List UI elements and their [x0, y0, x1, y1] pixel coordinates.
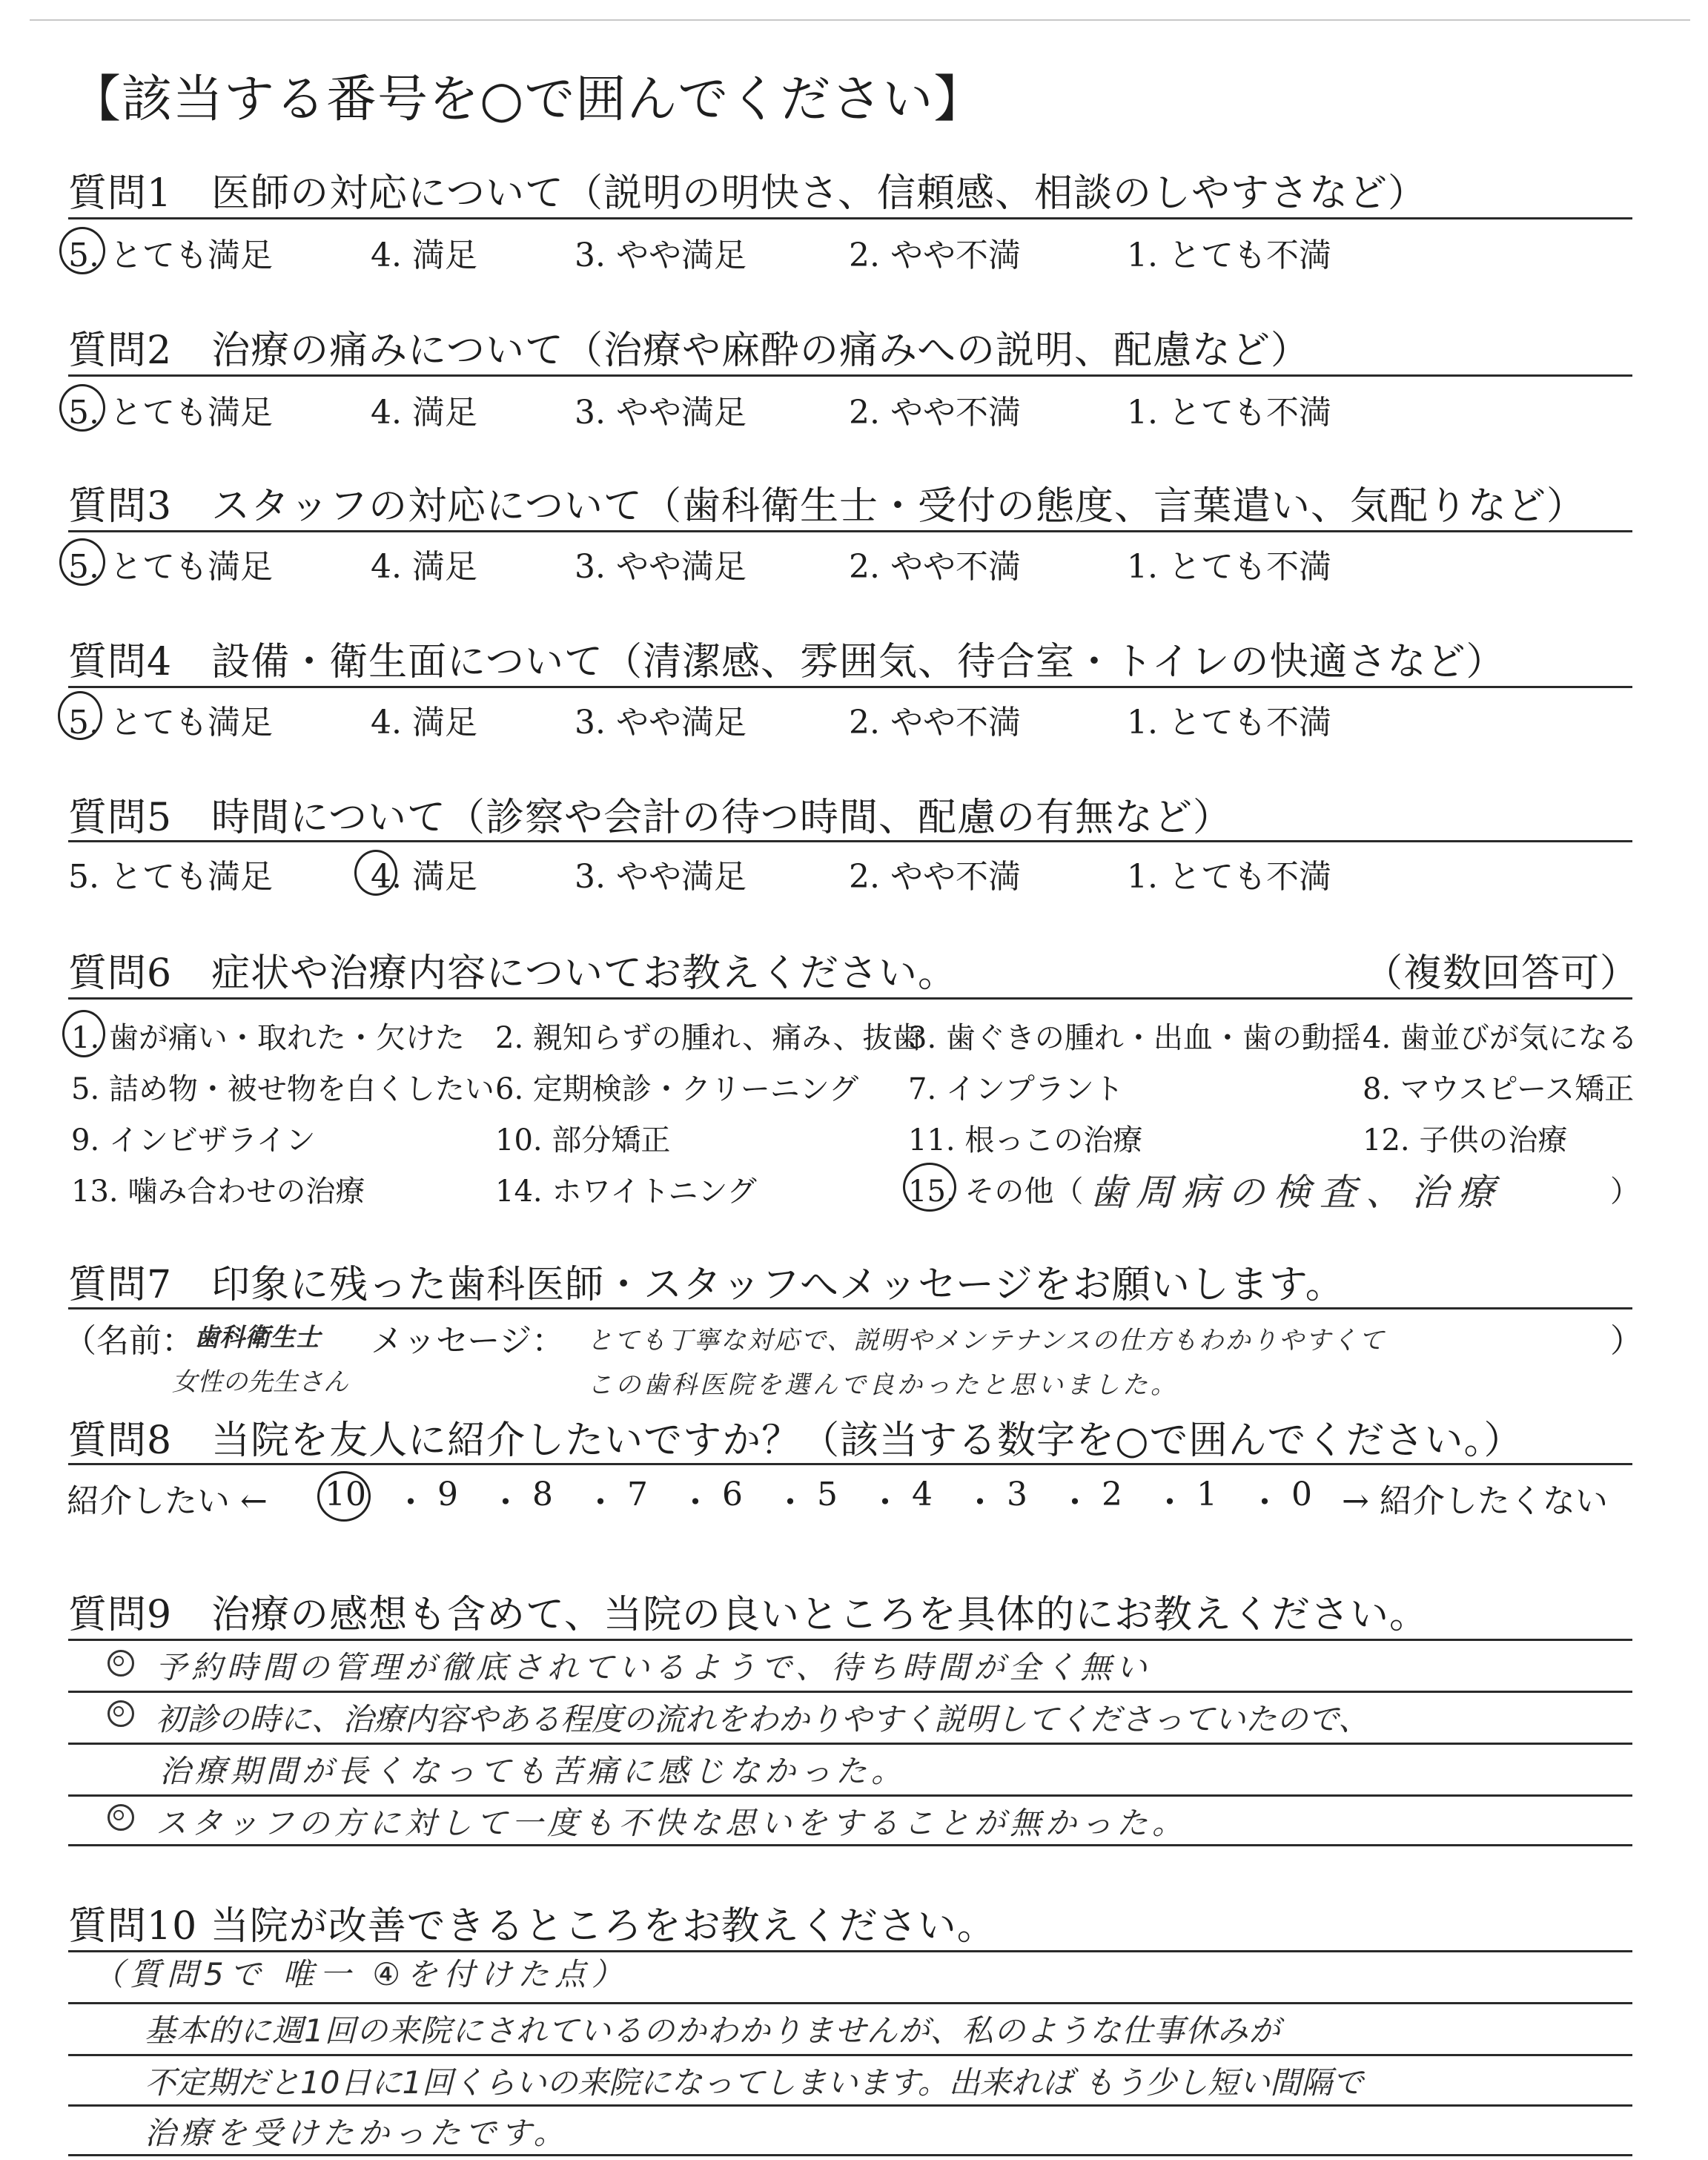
q9-rule-2 [68, 1691, 1632, 1693]
q6-option-3[interactable]: 3. 歯ぐきの腫れ・出血・歯の動揺 [908, 1021, 1361, 1055]
q10-rule-2 [68, 2002, 1632, 2004]
q8-score-6[interactable]: 6 [722, 1476, 743, 1513]
q2-option-1[interactable]: 1. とても不満 [1127, 394, 1331, 432]
q7-name-label: （名前： [64, 1322, 194, 1360]
q4-option-5[interactable]: 5. とても満足 [68, 704, 273, 742]
q3-title: 質問3 スタッフの対応について（歯科衛生士・受付の態度、言葉遣い、気配りなど） [68, 484, 1586, 529]
q10-answer-line-3[interactable]: 不定期だと10日に1回くらいの来院になってしまいます。出来れば もう少し短い間隔で [145, 2064, 1364, 2101]
q9-rule-5 [68, 1844, 1632, 1846]
q7-rule [68, 1307, 1632, 1309]
q8-right-label: → 紹介したくない [1342, 1482, 1608, 1520]
q6-option-6[interactable]: 6. 定期検診・クリーニング [495, 1072, 859, 1106]
q6-other-text[interactable]: 歯周病の検査、治療 [1090, 1171, 1503, 1214]
q6-option-13[interactable]: 13. 噛み合わせの治療 [71, 1175, 365, 1209]
q8-separator: ・ [1059, 1484, 1091, 1522]
q2-option-2[interactable]: 2. やや不満 [849, 394, 1021, 432]
q1-option-5[interactable]: 5. とても満足 [68, 237, 273, 274]
q10-rule-3 [68, 2054, 1632, 2056]
q3-rule [68, 530, 1632, 532]
q5-option-3[interactable]: 3. やや満足 [575, 858, 747, 896]
q9-rule-1 [68, 1639, 1632, 1641]
q6-option-10[interactable]: 10. 部分矯正 [495, 1123, 671, 1157]
q1-option-3[interactable]: 3. やや満足 [575, 237, 747, 274]
q3-option-1[interactable]: 1. とても不満 [1127, 548, 1331, 586]
q1-selection-circle [59, 227, 105, 274]
q8-selection-circle [317, 1471, 371, 1522]
q10-answer-line-1[interactable]: （質問5で 唯一 ④を付けた点） [93, 1956, 629, 1992]
q2-rule [68, 374, 1632, 377]
q1-option-1[interactable]: 1. とても不満 [1127, 237, 1331, 274]
q1-title: 質問1 医師の対応について（説明の明快さ、信頼感、相談のしやすさなど） [68, 171, 1427, 216]
q6-other-close-paren: ） [1610, 1175, 1640, 1209]
q8-separator: ・ [489, 1484, 522, 1522]
q8-score-3[interactable]: 3 [1007, 1476, 1027, 1513]
q7-name-line-2[interactable]: 女性の先生さん [172, 1367, 348, 1397]
q10-answer-line-2[interactable]: 基本的に週1回の来院にされているのかわかりませんが、私のような仕事休みが [145, 2012, 1281, 2049]
q7-message-label: メッセージ： [371, 1322, 565, 1360]
q6-note: （複数回答可） [1364, 951, 1640, 996]
q8-separator: ・ [774, 1484, 807, 1522]
q3-option-3[interactable]: 3. やや満足 [575, 548, 747, 586]
q3-option-5[interactable]: 5. とても満足 [68, 548, 273, 586]
q4-title: 質問4 設備・衛生面について（清潔感、雰囲気、待合室・トイレの快適さなど） [68, 640, 1506, 684]
q8-score-9[interactable]: 9 [437, 1476, 458, 1513]
q8-score-1[interactable]: 1 [1196, 1476, 1217, 1513]
q9-answer-line-4[interactable]: スタッフの方に対して一度も不快な思いをすることが無かった。 [156, 1805, 1188, 1841]
q7-title: 質問7 印象に残った歯科医師・スタッフへメッセージをお願いします。 [68, 1263, 1345, 1307]
q10-title: 質問10 当院が改善できるところをお教えください。 [68, 1904, 996, 1949]
q6-option-11[interactable]: 11. 根っこの治療 [908, 1123, 1143, 1157]
q10-rule-4 [68, 2104, 1632, 2107]
q4-selection-circle [58, 691, 102, 740]
q4-rule [68, 686, 1632, 688]
q8-score-0[interactable]: 0 [1291, 1476, 1312, 1513]
q3-option-2[interactable]: 2. やや不満 [849, 548, 1021, 586]
q6-option-8[interactable]: 8. マウスピース矯正 [1363, 1072, 1635, 1106]
q1-rule [68, 217, 1632, 219]
q9-rule-3 [68, 1743, 1632, 1745]
q7-close-paren: ） [1610, 1322, 1643, 1360]
q8-separator: ・ [1153, 1484, 1186, 1522]
q1-option-4[interactable]: 4. 満足 [371, 237, 477, 274]
page-header: 【該当する番号を○で囲んでください】 [70, 70, 985, 129]
q8-score-7[interactable]: 7 [627, 1476, 648, 1513]
q2-option-5[interactable]: 5. とても満足 [68, 394, 273, 432]
q8-score-4[interactable]: 4 [912, 1476, 933, 1513]
q6-selection-circle-1 [62, 1010, 105, 1057]
q4-option-1[interactable]: 1. とても不満 [1127, 704, 1331, 742]
q8-score-8[interactable]: 8 [532, 1476, 553, 1513]
q9-title: 質問9 治療の感想も含めて、当院の良いところを具体的にお教えください。 [68, 1593, 1429, 1637]
q4-option-4[interactable]: 4. 満足 [371, 704, 477, 742]
q7-message-line-2[interactable]: この歯科医院を選んで良かったと思いました。 [587, 1370, 1179, 1400]
q6-selection-circle-15 [903, 1163, 956, 1212]
q8-score-5[interactable]: 5 [817, 1476, 838, 1513]
q5-selection-circle [354, 850, 397, 896]
q6-option-14[interactable]: 14. ホワイトニング [495, 1175, 757, 1209]
q2-title: 質問2 治療の痛みについて（治療や麻酔の痛みへの説明、配慮など） [68, 328, 1311, 373]
q8-separator: ・ [869, 1484, 901, 1522]
q9-answer-line-1[interactable]: 予約時間の管理が徹底されているようで、待ち時間が全く無い [156, 1649, 1152, 1685]
q5-option-1[interactable]: 1. とても不満 [1127, 858, 1331, 896]
q3-option-4[interactable]: 4. 満足 [371, 548, 477, 586]
q4-option-2[interactable]: 2. やや不満 [849, 704, 1021, 742]
q6-option-5[interactable]: 5. 詰め物・被せ物を白くしたい [71, 1072, 494, 1106]
q5-option-4[interactable]: 4. 満足 [371, 858, 477, 896]
q4-option-3[interactable]: 3. やや満足 [575, 704, 747, 742]
q2-option-4[interactable]: 4. 満足 [371, 394, 477, 432]
q6-option-15[interactable]: 15. その他（ [908, 1175, 1084, 1209]
q8-score-2[interactable]: 2 [1102, 1476, 1122, 1513]
q9-answer-line-3[interactable]: 治療期間が長くなっても苦痛に感じなかった。 [159, 1753, 907, 1789]
q5-title: 質問5 時間について（診察や会計の待つ時間、配慮の有無など） [68, 796, 1233, 840]
q6-option-7[interactable]: 7. インプラント [908, 1072, 1124, 1106]
q6-option-9[interactable]: 9. インビザライン [71, 1123, 316, 1157]
q10-rule-5 [68, 2154, 1632, 2156]
bullet-icon [107, 1700, 134, 1727]
q6-option-1[interactable]: 1. 歯が痛い・取れた・欠けた [71, 1021, 465, 1055]
q8-title: 質問8 当院を友人に紹介したいですか？（該当する数字を○で囲んでください。） [68, 1418, 1523, 1463]
q9-rule-4 [68, 1794, 1632, 1797]
q8-separator: ・ [679, 1484, 712, 1522]
q8-separator: ・ [1248, 1484, 1281, 1522]
q3-selection-circle [59, 538, 105, 586]
q6-option-2[interactable]: 2. 親知らずの腫れ、痛み、抜歯 [495, 1021, 922, 1055]
q5-option-5[interactable]: 5. とても満足 [68, 858, 273, 896]
q6-option-4[interactable]: 4. 歯並びが気になる [1363, 1021, 1638, 1055]
q2-option-3[interactable]: 3. やや満足 [575, 394, 747, 432]
q8-rule [68, 1463, 1632, 1465]
q6-option-12[interactable]: 12. 子供の治療 [1363, 1123, 1568, 1157]
q5-rule [68, 840, 1632, 842]
q6-rule [68, 997, 1632, 1000]
q8-score-10[interactable]: 10 [325, 1476, 366, 1513]
q8-left-label: 紹介したい ← [67, 1482, 268, 1520]
q7-message-line-1[interactable]: とても丁寧な対応で、説明やメンテナンスの仕方もわかりやすくて [587, 1326, 1386, 1355]
q7-name-line-1[interactable]: 歯科衛生士 [194, 1323, 320, 1353]
q9-answer-line-2[interactable]: 初診の時に、治療内容やある程度の流れをわかりやすく説明してくださっていたので、 [156, 1701, 1370, 1737]
q1-option-2[interactable]: 2. やや不満 [849, 237, 1021, 274]
q10-answer-line-4[interactable]: 治療を受けたかったです。 [145, 2115, 569, 2151]
bullet-icon [107, 1804, 134, 1831]
bullet-icon [107, 1650, 134, 1677]
q8-separator: ・ [394, 1484, 427, 1522]
q2-selection-circle [59, 384, 105, 432]
q8-separator: ・ [964, 1484, 996, 1522]
top-rule [30, 19, 1690, 21]
q5-option-2[interactable]: 2. やや不満 [849, 858, 1021, 896]
q8-separator: ・ [584, 1484, 617, 1522]
q6-title: 質問6 症状や治療内容についてお教えください。 [68, 951, 958, 996]
